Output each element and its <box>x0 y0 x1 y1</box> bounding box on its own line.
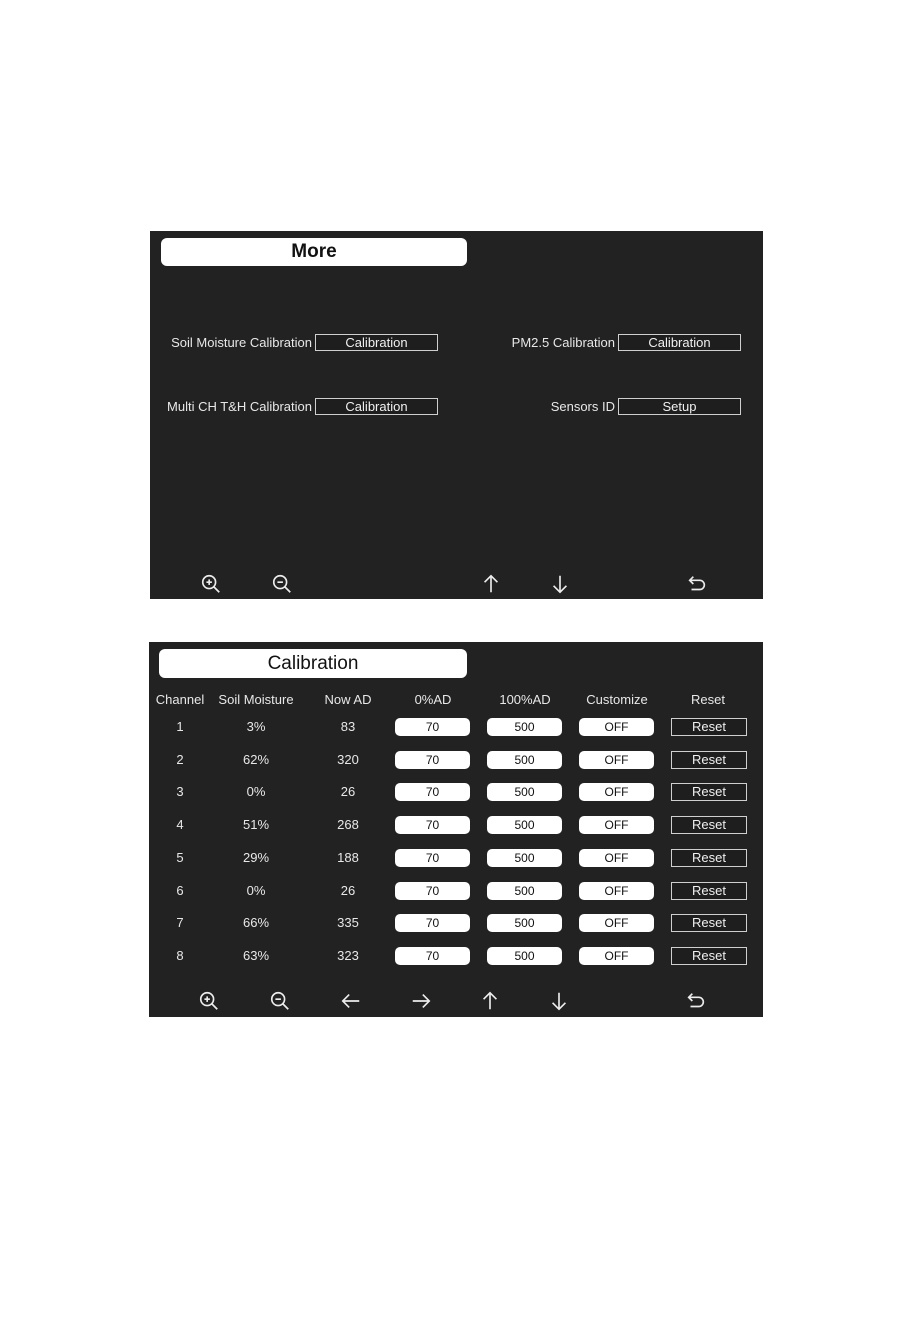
column-header-100-ad: 100%AD <box>499 692 551 707</box>
soil-moisture-value: 63% <box>242 948 270 963</box>
return-icon[interactable] <box>684 989 708 1013</box>
channel-number: 1 <box>176 719 184 734</box>
soil-moisture-value: 29% <box>242 850 270 865</box>
ad100-input[interactable]: 500 <box>487 914 562 932</box>
arrow-up-icon[interactable] <box>478 989 502 1013</box>
zoom-in-icon[interactable] <box>197 989 221 1013</box>
customize-toggle[interactable]: OFF <box>579 947 654 965</box>
ad100-input[interactable]: 500 <box>487 816 562 834</box>
customize-toggle[interactable]: OFF <box>579 882 654 900</box>
pm25-calibration-button[interactable]: Calibration <box>618 334 741 351</box>
ad0-input[interactable]: 70 <box>395 882 470 900</box>
now-ad-value: 268 <box>337 817 359 832</box>
now-ad-value: 188 <box>337 850 359 865</box>
reset-button[interactable]: Reset <box>671 816 747 834</box>
ad0-input[interactable]: 70 <box>395 718 470 736</box>
reset-button[interactable]: Reset <box>671 718 747 736</box>
page-title: More <box>161 238 467 266</box>
ad0-input[interactable]: 70 <box>395 947 470 965</box>
reset-button[interactable]: Reset <box>671 914 747 932</box>
column-header-now-ad: Now AD <box>324 692 372 707</box>
soil-moisture-value: 62% <box>242 752 270 767</box>
ad100-input[interactable]: 500 <box>487 849 562 867</box>
channel-number: 4 <box>176 817 184 832</box>
soil-moisture-value: 66% <box>242 915 270 930</box>
soil-moisture-value: 3% <box>246 719 266 734</box>
arrow-up-icon[interactable] <box>479 572 503 596</box>
now-ad-value: 83 <box>340 719 356 734</box>
now-ad-value: 335 <box>337 915 359 930</box>
customize-toggle[interactable]: OFF <box>579 751 654 769</box>
ad100-input[interactable]: 500 <box>487 947 562 965</box>
zoom-in-icon[interactable] <box>199 572 223 596</box>
soil-moisture-calibration-button[interactable]: Calibration <box>315 334 438 351</box>
reset-button[interactable]: Reset <box>671 882 747 900</box>
channel-number: 2 <box>176 752 184 767</box>
return-icon[interactable] <box>685 572 709 596</box>
ad100-input[interactable]: 500 <box>487 751 562 769</box>
zoom-out-icon[interactable] <box>268 989 292 1013</box>
more-screen <box>150 231 763 599</box>
column-header-0-ad: 0%AD <box>414 692 452 707</box>
ad100-input[interactable]: 500 <box>487 882 562 900</box>
channel-number: 3 <box>176 784 184 799</box>
page-title: Calibration <box>159 649 467 678</box>
reset-button[interactable]: Reset <box>671 783 747 801</box>
pm25-calibration-label: PM2.5 Calibration <box>511 335 615 350</box>
multi-ch-th-calibration-button[interactable]: Calibration <box>315 398 438 415</box>
customize-toggle[interactable]: OFF <box>579 718 654 736</box>
ad100-input[interactable]: 500 <box>487 718 562 736</box>
channel-number: 6 <box>176 883 184 898</box>
ad0-input[interactable]: 70 <box>395 816 470 834</box>
customize-toggle[interactable]: OFF <box>579 849 654 867</box>
now-ad-value: 26 <box>340 784 356 799</box>
reset-button[interactable]: Reset <box>671 947 747 965</box>
ad100-input[interactable]: 500 <box>487 783 562 801</box>
reset-button[interactable]: Reset <box>671 751 747 769</box>
ad0-input[interactable]: 70 <box>395 914 470 932</box>
now-ad-value: 323 <box>337 948 359 963</box>
soil-moisture-calibration-label: Soil Moisture Calibration <box>171 335 312 350</box>
reset-button[interactable]: Reset <box>671 849 747 867</box>
arrow-left-icon[interactable] <box>339 989 363 1013</box>
sensors-id-label: Sensors ID <box>550 399 615 414</box>
column-header-channel: Channel <box>155 692 205 707</box>
arrow-down-icon[interactable] <box>548 572 572 596</box>
multi-ch-th-calibration-label: Multi CH T&H Calibration <box>167 399 312 414</box>
customize-toggle[interactable]: OFF <box>579 783 654 801</box>
ad0-input[interactable]: 70 <box>395 751 470 769</box>
soil-moisture-value: 0% <box>246 883 266 898</box>
zoom-out-icon[interactable] <box>270 572 294 596</box>
now-ad-value: 26 <box>340 883 356 898</box>
calibration-screen <box>149 642 763 1017</box>
customize-toggle[interactable]: OFF <box>579 816 654 834</box>
channel-number: 7 <box>176 915 184 930</box>
column-header-customize: Customize <box>586 692 648 707</box>
soil-moisture-value: 0% <box>246 784 266 799</box>
ad0-input[interactable]: 70 <box>395 849 470 867</box>
arrow-right-icon[interactable] <box>409 989 433 1013</box>
sensors-id-setup-button[interactable]: Setup <box>618 398 741 415</box>
channel-number: 8 <box>176 948 184 963</box>
channel-number: 5 <box>176 850 184 865</box>
soil-moisture-value: 51% <box>242 817 270 832</box>
customize-toggle[interactable]: OFF <box>579 914 654 932</box>
arrow-down-icon[interactable] <box>547 989 571 1013</box>
now-ad-value: 320 <box>337 752 359 767</box>
column-header-soil-moisture: Soil Moisture <box>218 692 294 707</box>
ad0-input[interactable]: 70 <box>395 783 470 801</box>
column-header-reset: Reset <box>691 692 725 707</box>
